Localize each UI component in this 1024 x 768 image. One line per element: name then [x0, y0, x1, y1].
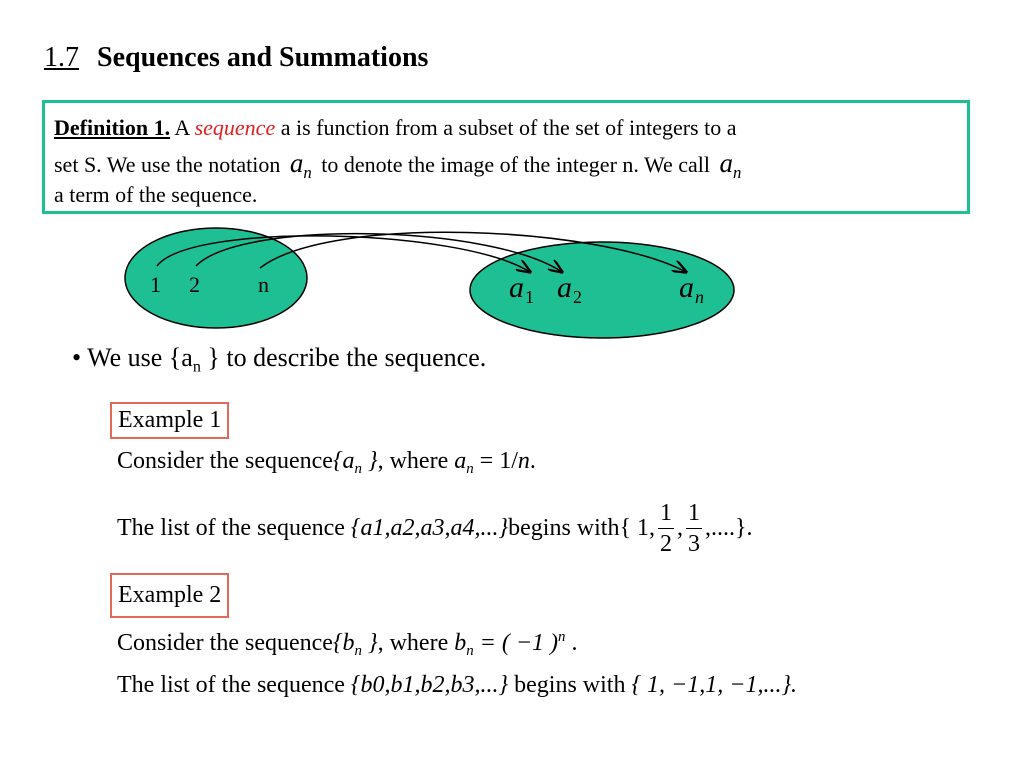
definition-text: to denote the image of the integer n. We call: [315, 152, 716, 177]
fraction-one-third: $\frac{1}{3}$: [687, 499, 700, 557]
example-2-line-1: Consider the $sequence\{b_n$ }, where $b_n$ = ( −1 )$^n$ .: [117, 629, 578, 660]
section-title: Sequences and Summations: [97, 42, 429, 73]
fraction-one-half: $\frac{1}{2}$: [659, 499, 672, 557]
definition-label: Definition 1.: [54, 115, 171, 140]
definition-text: set S. We use the notation: [54, 152, 286, 177]
a-n-notation: $a_n$: [289, 148, 312, 182]
definition-text: A: [170, 115, 195, 140]
bullet-sequence-notation: • We use {$a_n$ } to describe the sequence.: [72, 343, 487, 376]
sequence-a-list: {a1,a2,a3,a4,...}: [350, 514, 509, 541]
example-1-line-1: Consider the $sequence\{a_n$ }, where $a_n = 1/n$.: [117, 448, 536, 478]
range-label-an: $a_n$: [679, 271, 704, 307]
bullet-icon: •: [72, 343, 82, 372]
example-1-line-2: The list of the sequence {a1,a2,a3,a4,...} begins with { 1, $\frac{1}{2}$ , $\frac{1}{3}$ ,....}.: [117, 499, 753, 557]
definition-line-3: a term of the sequence.: [54, 182, 258, 207]
domain-label-n: n: [258, 272, 269, 297]
sequence-keyword: sequence: [194, 115, 276, 140]
domain-label-2: 2: [189, 272, 200, 297]
a-n-notation: $a_n$: [719, 148, 742, 182]
example-2-line-2: The list of the sequence {b0,b1,b2,b3,...} begins with { 1, −1,1, −1,...}.: [117, 672, 798, 698]
domain-label-1: 1: [150, 272, 161, 297]
range-label-a2: $a_2$: [557, 271, 582, 307]
definition-text: a is function from a subset of the set of integers to a: [275, 115, 737, 140]
example-2-label: Example 2: [110, 573, 229, 618]
sequence-b-list: {b0,b1,b2,b3,...}: [350, 672, 509, 698]
example-1-label: Example 1: [110, 402, 229, 439]
section-number: 1.7: [44, 42, 79, 73]
range-label-a1: $a_1$: [509, 271, 534, 307]
